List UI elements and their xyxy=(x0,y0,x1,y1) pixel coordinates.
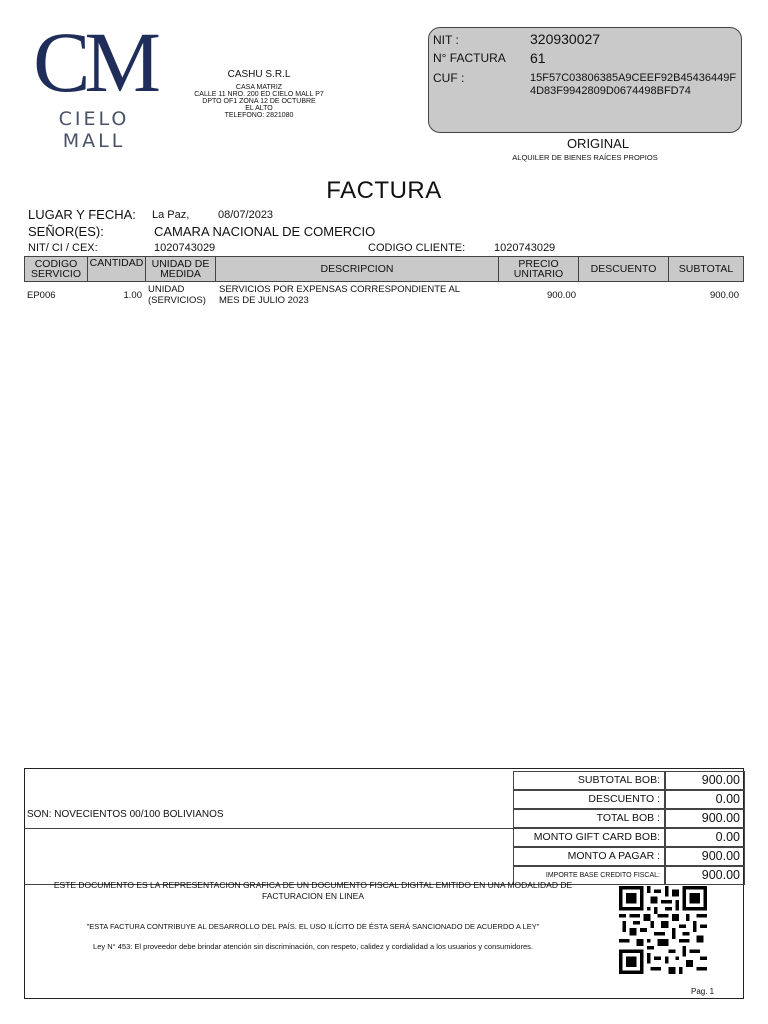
senores-value: CAMARA NACIONAL DE COMERCIO xyxy=(154,224,376,239)
factura-number-label: N° FACTURA xyxy=(433,51,506,65)
page-title: FACTURA xyxy=(326,177,442,204)
header-subtotal: SUBTOTAL xyxy=(678,263,734,275)
row-unidad-1: UNIDAD xyxy=(148,284,185,295)
qr-code-icon xyxy=(619,884,707,976)
totals-footer xyxy=(24,768,744,999)
company-logo: CM xyxy=(33,14,155,110)
nit-label: NIT : xyxy=(433,33,459,47)
gift-card-label: MONTO GIFT CARD BOB: xyxy=(513,828,665,847)
legal-notice-ley-453: Ley N° 453: El proveedor debe brindar atención sin discriminación, con respeto, calidez y cordialidad a los usuarios y consumidores. xyxy=(93,942,533,951)
cuf-value-line2: 4D83F9942809D0674498BFD74 xyxy=(530,85,691,97)
company-line: EL ALTO xyxy=(245,105,273,112)
items-table-header xyxy=(24,256,744,282)
header-descuento: DESCUENTO xyxy=(579,257,669,281)
company-line: DPTO OF1 ZONA 12 DE OCTUBRE xyxy=(202,98,316,105)
legal-notice-representation: ESTE DOCUMENTO ES LA REPRESENTACION GRAFICA DE UN DOCUMENTO FISCAL DIGITAL EMITIDO EN UNA MODALIDAD DE FACTURACION EN LINEA xyxy=(53,880,573,901)
lugar-value: La Paz, xyxy=(152,209,190,221)
lugar-fecha-label: LUGAR Y FECHA: xyxy=(28,207,136,222)
factura-number-value: 61 xyxy=(530,50,546,66)
row-descripcion-1: SERVICIOS POR EXPENSAS CORRESPONDIENTE AL xyxy=(219,284,461,295)
row-subtotal: 900.00 xyxy=(709,290,739,301)
row-cantidad: 1.00 xyxy=(123,290,142,301)
cuf-value-line1: 15F57C03806385A9CEEF92B45436449F xyxy=(530,72,737,84)
nit-ci-value: 1020743029 xyxy=(154,242,216,254)
row-codigo: EP006 xyxy=(27,290,56,301)
nit-ci-label: NIT/ CI / CEX: xyxy=(28,242,98,254)
senores-label: SEÑOR(ES): xyxy=(28,224,104,239)
header-precio-unitario: PRECIO UNITARIO xyxy=(499,257,579,281)
row-descripcion-2: MES DE JULIO 2023 xyxy=(219,295,309,306)
company-line: CASA MATRIZ xyxy=(235,84,283,91)
codigo-cliente-label: CODIGO CLIENTE: xyxy=(368,242,466,254)
codigo-cliente-value: 1020743029 xyxy=(494,242,556,254)
header-unidad-medida: UNIDAD DE MEDIDA xyxy=(146,257,216,281)
row-unidad-2: (SERVICIOS) xyxy=(148,295,206,306)
company-phone: TELEFONO: 2821080 xyxy=(224,112,294,119)
cuf-label: CUF : xyxy=(433,71,465,85)
nit-value: 320930027 xyxy=(530,31,601,47)
credito-fiscal-value: 900.00 xyxy=(665,866,745,885)
company-info xyxy=(180,70,338,119)
descuento-label: DESCUENTO : xyxy=(513,790,665,809)
monto-pagar-label: MONTO A PAGAR : xyxy=(513,847,665,866)
header-codigo-servicio: CODIGO SERVICIO xyxy=(25,257,88,281)
legal-notice-contribution: "ESTA FACTURA CONTRIBUYE AL DESARROLLO DEL PAÍS. EL USO ILÍCITO DE ÉSTA SERÁ SANCIONADO DE ACUERDO A LEY" xyxy=(86,922,540,931)
subtotal-label: SUBTOTAL BOB: xyxy=(513,771,665,790)
monto-pagar-value: 900.00 xyxy=(665,847,745,866)
table-row xyxy=(24,284,744,308)
credito-fiscal-label: IMPORTE BASE CREDITO FISCAL: xyxy=(513,866,665,885)
company-logo-subtitle: CIELO MALL xyxy=(58,108,130,152)
company-name: CASHU S.R.L xyxy=(227,69,291,80)
gift-card-value: 0.00 xyxy=(665,828,745,847)
total-value: 900.00 xyxy=(665,809,745,828)
header-cantidad: CANTIDAD xyxy=(88,257,146,281)
company-line: CALLE 11 NRO. 200 ED CIELO MALL P7 xyxy=(194,91,324,98)
fecha-value: 08/07/2023 xyxy=(218,209,274,221)
row-precio-unitario: 900.00 xyxy=(546,290,576,301)
page-number: Pag. 1 xyxy=(691,987,715,996)
amount-in-words: SON: NOVECIENTOS 00/100 BOLIVIANOS xyxy=(27,809,224,820)
total-label: TOTAL BOB : xyxy=(513,809,665,828)
fiscal-info-box xyxy=(428,27,742,133)
header-descripcion: DESCRIPCION xyxy=(216,257,499,281)
original-label: ORIGINAL xyxy=(566,136,630,151)
activity-label: ALQUILER DE BIENES RAÍCES PROPIOS xyxy=(512,153,658,162)
descuento-value: 0.00 xyxy=(665,790,745,809)
divider xyxy=(25,828,513,829)
subtotal-value: 900.00 xyxy=(665,771,745,790)
